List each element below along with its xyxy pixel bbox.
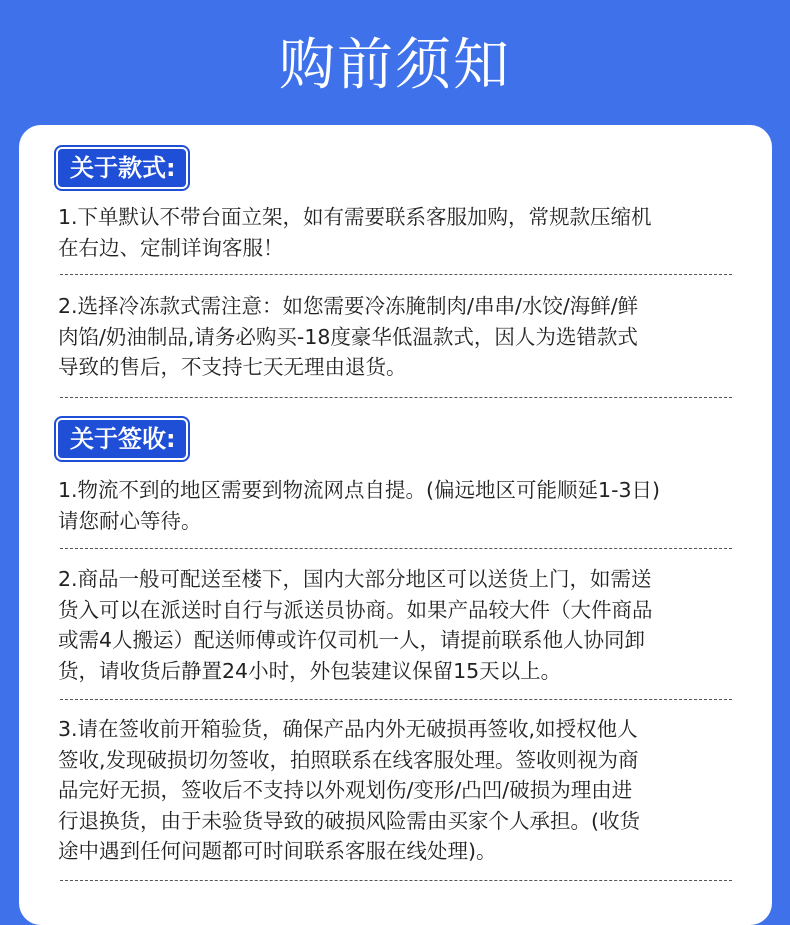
signing-note-1: 1.物流不到的地区需要到物流网点自提。(偏远地区可能顺延1-3日) 请您耐心等待。 [58, 478, 661, 533]
style-note-1: 1.下单默认不带台面立架，如有需要联系客服加购，常规款压缩机 在右边、定制详询客服！ [58, 205, 652, 260]
section-heading-signing: 关于签收: [58, 420, 186, 458]
signing-note-3: 3.请在签收前开箱验货，确保产品内外无破损再签收,如授权他人 签收,发现破损切勿签收，拍照联系在线客服处理。签收则视为商 品完好无损，签收后不支持以外观划伤/变形/凸凹/破损为理由进 行退换货，由于未验货导致的破损风险需由买家个人承担。(收货 途中遇到任何问题都可时间联系客服在线处理)。 [58, 717, 640, 863]
page-title: 购前须知 [279, 33, 511, 98]
divider [60, 274, 732, 275]
style-note-2: 2.选择冷冻款式需注意：如您需要冷冻腌制肉/串串/水饺/海鲜/鲜 肉馅/奶油制品,请务必购买-18度豪华低温款式，因人为选错款式 导致的售后，不支持七天无理由退货。 [58, 294, 639, 379]
divider [60, 880, 732, 881]
divider [60, 699, 732, 700]
divider [60, 548, 732, 549]
signing-note-2: 2.商品一般可配送至楼下，国内大部分地区可以送货上门，如需送 货入可以在派送时自行与派送员协商。如果产品较大件（大件商品 或需4人搬运）配送师傅或许仅司机一人，请提前联系他人协同卸 货，请收货后静置24小时，外包装建议保留15天以上。 [58, 567, 653, 683]
divider [60, 397, 732, 398]
section-heading-style: 关于款式: [58, 149, 186, 187]
